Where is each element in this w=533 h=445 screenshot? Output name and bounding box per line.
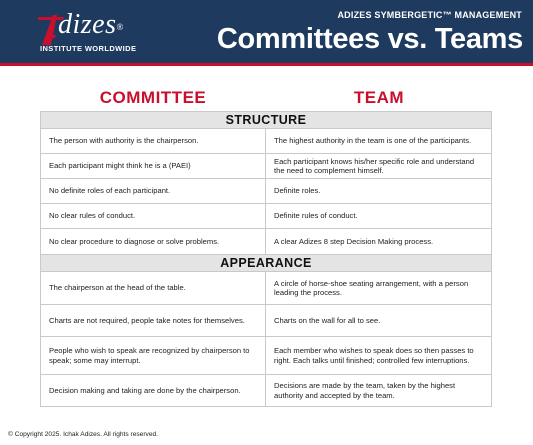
committee-cell: The person with authority is the chairperson. [41, 129, 266, 153]
committee-cell: People who wish to speak are recognized by chairperson to speak; some may interrupt. [41, 337, 266, 374]
logo-subtitle: INSTITUTE WORLDWIDE [40, 44, 137, 53]
committee-cell: The chairperson at the head of the table. [41, 272, 266, 304]
team-cell: Decisions are made by the team, taken by the highest authority and accepted by the team. [274, 381, 456, 400]
committee-cell: Each participant might think he is a (PAEI) [41, 154, 266, 178]
table-row [41, 129, 491, 154]
table-row [41, 154, 491, 179]
committee-cell: Charts are not required, people take notes for themselves. [41, 305, 266, 336]
team-column-heading: TEAM [353, 88, 405, 107]
table-row [41, 375, 491, 406]
committee-column-heading: COMMITTEE [99, 88, 207, 107]
page-title: Committees vs. Teams [216, 23, 523, 55]
table-row [41, 337, 491, 375]
table-row [41, 204, 491, 229]
section-heading-structure: STRUCTURE [41, 112, 491, 129]
section-heading-appearance: APPEARANCE [41, 255, 491, 272]
committee-cell: Decision making and taking are done by the chairperson. [41, 375, 266, 406]
committee-cell: No definite roles of each participant. [41, 179, 266, 203]
table-row [41, 272, 491, 305]
committee-cell: No clear procedure to diagnose or solve problems. [41, 229, 266, 254]
team-cell: Each member who wishes to speak does so then passes to right. Each talks until finished; controlled few interruptions. [274, 346, 474, 365]
team-cell: A circle of horse-shoe seating arrangement, with a person leading the process. [274, 278, 469, 297]
comparison-table [40, 111, 492, 407]
logo-wordmark: dizes® [58, 9, 124, 40]
committee-cell: No clear rules of conduct. [41, 204, 266, 228]
copyright-footer: © Copyright 2025. Ichak Adizes. All rights reserved. [8, 431, 158, 438]
team-cell: The highest authority in the team is one of the participants. [274, 136, 472, 146]
header-banner [0, 0, 533, 66]
team-cell: Definite rules of conduct. [274, 211, 358, 221]
header-overline: ADIZES SYMBERGETIC™ MANAGEMENT [337, 10, 522, 20]
team-cell: Charts on the wall for all to see. [274, 315, 381, 325]
team-cell: Each participant knows his/her specific role and understand the need to complement himself. [274, 156, 475, 175]
team-cell: Definite roles. [274, 186, 321, 196]
table-row [41, 305, 491, 337]
table-row [41, 229, 491, 255]
team-cell: A clear Adizes 8 step Decision Making process. [274, 236, 434, 246]
table-row [41, 179, 491, 204]
header-divider [0, 63, 533, 66]
